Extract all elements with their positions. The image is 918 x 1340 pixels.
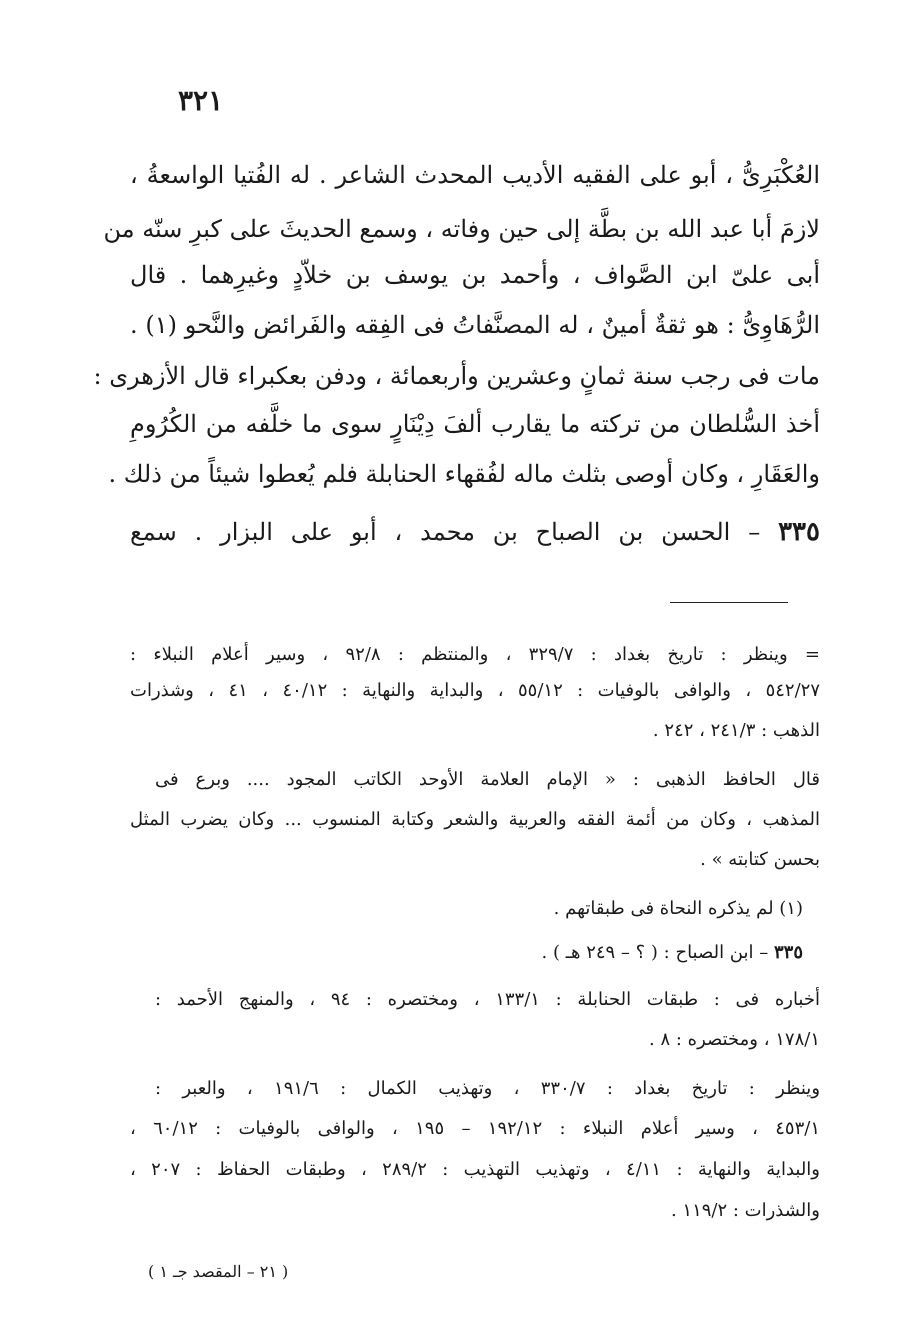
main-text-line-1: العُكْبَرِىُّ ، أبو على الفقيه الأديب المحدث الشاعر . له الفُتيا الواسعةُ ، (130, 161, 820, 189)
footnote-quote-line-1: قال الحافظ الذهبى : « الإمام العلامة الأوحد الكاتب المجود .... وبرع فى (155, 769, 820, 790)
footnote-divider (670, 602, 788, 603)
footnote-refs-line-2: ٤٥٣/١ ، وسير أعلام النبلاء : ١٩٢/١٢ – ١٩٥ ، والوافى بالوفيات : ٦٠/١٢ ، (130, 1118, 820, 1139)
entry-heading (130, 512, 820, 552)
main-text-line-4: الرُّهَاوِىُّ : هو ثقةٌ أمينٌ ، له المصنَّفاتُ فى الفِقه والفَرائض والنَّحو (١) . (130, 311, 820, 339)
entry-dash: – (748, 518, 761, 546)
footnote-continuation-line-2: ٥٤٢/٢٧ ، والوافى بالوفيات : ٥٥/١٢ ، والبداية والنهاية : ٤٠/١٢ ، ٤١ ، وشذرات (130, 680, 820, 701)
footnote-entry-text: – ابن الصباح : ( ؟ – ٢٤٩ هـ ) . (541, 942, 769, 963)
footnote-continuation-line-1: = وينظر : تاريخ بغداد : ٣٢٩/٧ ، والمنتظم : ٩٢/٨ ، وسير أعلام النبلاء : (130, 644, 820, 665)
entry-text: الحسن بن الصباح بن محمد ، أبو على البزار . سمع (130, 518, 731, 546)
footnote-akhbar-line-2: ١٧٨/١ ، ومختصره : ٨ . (649, 1029, 820, 1050)
page-signature: ( ٢١ – المقصد جـ ١ ) (148, 1262, 289, 1281)
footnote-entry-number: ٣٣٥ (773, 942, 803, 963)
footnote-continuation-line-3: الذهب : ٢٤١/٣ ، ٢٤٢ . (652, 720, 820, 741)
main-text-line-7: والعَقَارِ ، وكان أوصى بثلث ماله لفُقهاء الحنابلة فلم يُعطوا شيئاً من ذلك . (108, 460, 820, 488)
footnote-refs-line-4: والشذرات : ١١٩/٢ . (670, 1200, 820, 1221)
footnote-quote-line-3: بحسن كتابته » . (700, 849, 820, 870)
main-text-line-3: أبى علىّ ابن الصَّواف ، وأحمد بن يوسف بن خلاّدٍ وغيرِهما . قال (130, 261, 820, 289)
footnote-entry-335 (113, 938, 803, 968)
footnote-akhbar-line-1: أخباره فى : طبقات الحنابلة : ١٣٣/١ ، ومختصره : ٩٤ ، والمنهج الأحمد : (155, 989, 820, 1010)
main-text-line-6: أخذ السُّلطان من تركته ما يقارب ألفَ دِيْنَارٍ سوى ما خلَّفه من الكُرُومِ (130, 410, 820, 438)
page-number: ٣٢١ (178, 84, 224, 117)
main-text-line-5: مات فى رجب سنة ثمانٍ وعشرين وأربعمائة ، ودفن بعكبراء قال الأزهرى : (93, 362, 820, 390)
footnote-refs-line-1: وينظر : تاريخ بغداد : ٣٣٠/٧ ، وتهذيب الكمال : ١٩١/٦ ، والعبر : (155, 1078, 821, 1099)
main-text-line-2: لازمَ أبا عبد الله بن بطَّة إلى حين وفاته ، وسمع الحديثَ على كبرِ سنّه من (103, 215, 820, 243)
entry-number: ٣٣٥ (778, 517, 820, 547)
footnote-1: (١) لم يذكره النحاة فى طبقاتهم . (553, 898, 803, 919)
footnote-quote-line-2: المذهب ، وكان من أئمة الفقه والعربية والشعر وكتابة المنسوب ... وكان يضرب المثل (130, 809, 820, 830)
footnote-refs-line-3: والبداية والنهاية : ٤/١١ ، وتهذيب التهذيب : ٢٨٩/٢ ، وطبقات الحفاظ : ٢٠٧ ، (130, 1159, 821, 1180)
